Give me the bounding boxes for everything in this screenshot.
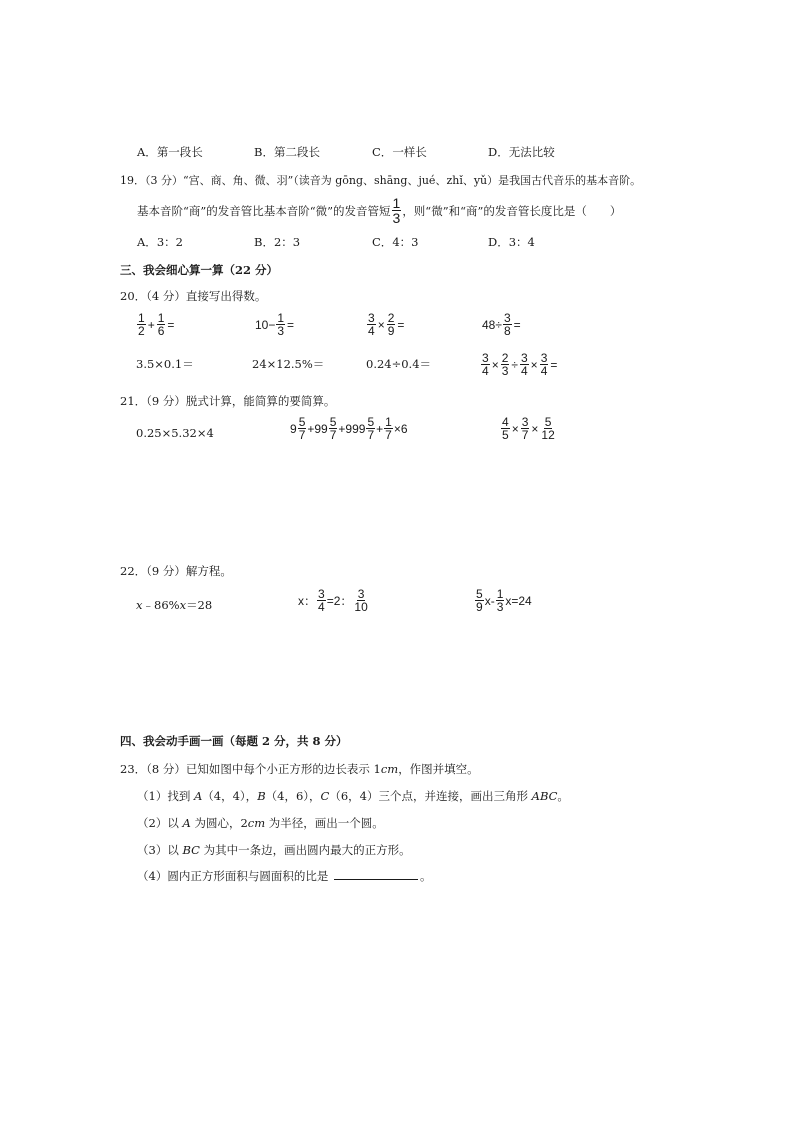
q19-stem-line2: 基本音阶“商”的发音管比基本音阶“微”的发音管短 $\frac{1}{3}$ ，则“微”和“商”的发音管长度比是（ ） xyxy=(137,195,622,226)
q23-step-3: （3）以 BC 为其中一条边，画出圆内最大的正方形。 xyxy=(137,843,411,857)
q23-step-1: （1）找到 A（4，4），B（4，6），C（6，4）三个点，并连接，画出三角形 ABC。 xyxy=(137,789,569,803)
q22-expr-1: x﹣86%x＝28 xyxy=(136,598,213,612)
q18-option-b: B．第二段长 xyxy=(254,145,320,159)
section3-title: 三、我会细心算一算（22 分） xyxy=(120,263,279,277)
q23-stem: 23．（8 分）已知如图中每个小正方形的边长表示 1cm，作图并填空。 xyxy=(120,762,479,776)
q21-expr-1: 0.25×5.32×4 xyxy=(136,426,214,440)
q19-fraction: $\frac{1}{3}$ xyxy=(392,195,401,226)
q20-expr-6: 24×12.5%＝ xyxy=(252,357,325,371)
q20-stem: 20．（4 分）直接写出得数。 xyxy=(120,289,267,303)
q21-stem: 21．（9 分）脱式计算，能简算的要简算。 xyxy=(120,394,336,408)
q18-option-a: A．第一段长 xyxy=(137,145,203,159)
q22-expr-2: x： $\frac{3}{4}$ =2： $\frac{3}{10}$ xyxy=(298,587,368,614)
q21-expr-3: $\frac{4}{5}$ × $\frac{3}{7}$ × $\frac{5}{12}$ xyxy=(502,415,555,442)
section4-title: 四、我会动手画一画（每题 2 分，共 8 分） xyxy=(120,734,348,748)
q19-option-c: C．4：3 xyxy=(372,235,419,249)
q22-stem: 22．（9 分）解方程。 xyxy=(120,564,232,578)
q20-expr-8: $\frac{3}{4}$ × $\frac{2}{3}$ ÷ $\frac{3}{4}$ × $\frac{3}{4}$ = xyxy=(482,351,558,378)
q19-stem-line1: 19．（3 分）“宫、商、角、微、羽”（读音为 gōng、shāng、jué、zhǐ、yǔ）是我国古代音乐的基本音阶。 xyxy=(120,174,642,187)
q23-step-2: （2）以 A 为圆心，2cm 为半径，画出一个圆。 xyxy=(137,816,384,830)
q20-expr-2: 10− $\frac{1}{3}$ = xyxy=(255,311,295,338)
q18-option-c: C．一样长 xyxy=(372,145,427,159)
q22-expr-3: $\frac{5}{9}$ x- $\frac{1}{3}$ x=24 xyxy=(476,587,532,614)
q20-expr-5: 3.5×0.1＝ xyxy=(136,357,194,371)
q21-expr-2: 9 $\frac{5}{7}$ +99 $\frac{5}{7}$ +999 $\frac{5}{7}$ + $\frac{1}{7}$ ×6 xyxy=(290,415,408,442)
q20-expr-1: $\frac{1}{2}$ + $\frac{1}{6}$ = xyxy=(138,311,175,338)
q23-answer-blank[interactable] xyxy=(334,869,418,880)
q19-option-d: D．3：4 xyxy=(488,235,535,249)
q20-expr-7: 0.24÷0.4＝ xyxy=(366,357,432,371)
q19-option-a: A．3：2 xyxy=(137,235,183,249)
q20-expr-4: 48÷ $\frac{3}{8}$ = xyxy=(482,311,521,338)
q19-option-b: B．2：3 xyxy=(254,235,301,249)
q23-step-4: （4）圆内正方形面积与圆面积的比是 。 xyxy=(137,869,432,883)
q18-option-d: D．无法比较 xyxy=(488,145,555,159)
q20-expr-3: $\frac{3}{4}$ × $\frac{2}{9}$ = xyxy=(368,311,405,338)
